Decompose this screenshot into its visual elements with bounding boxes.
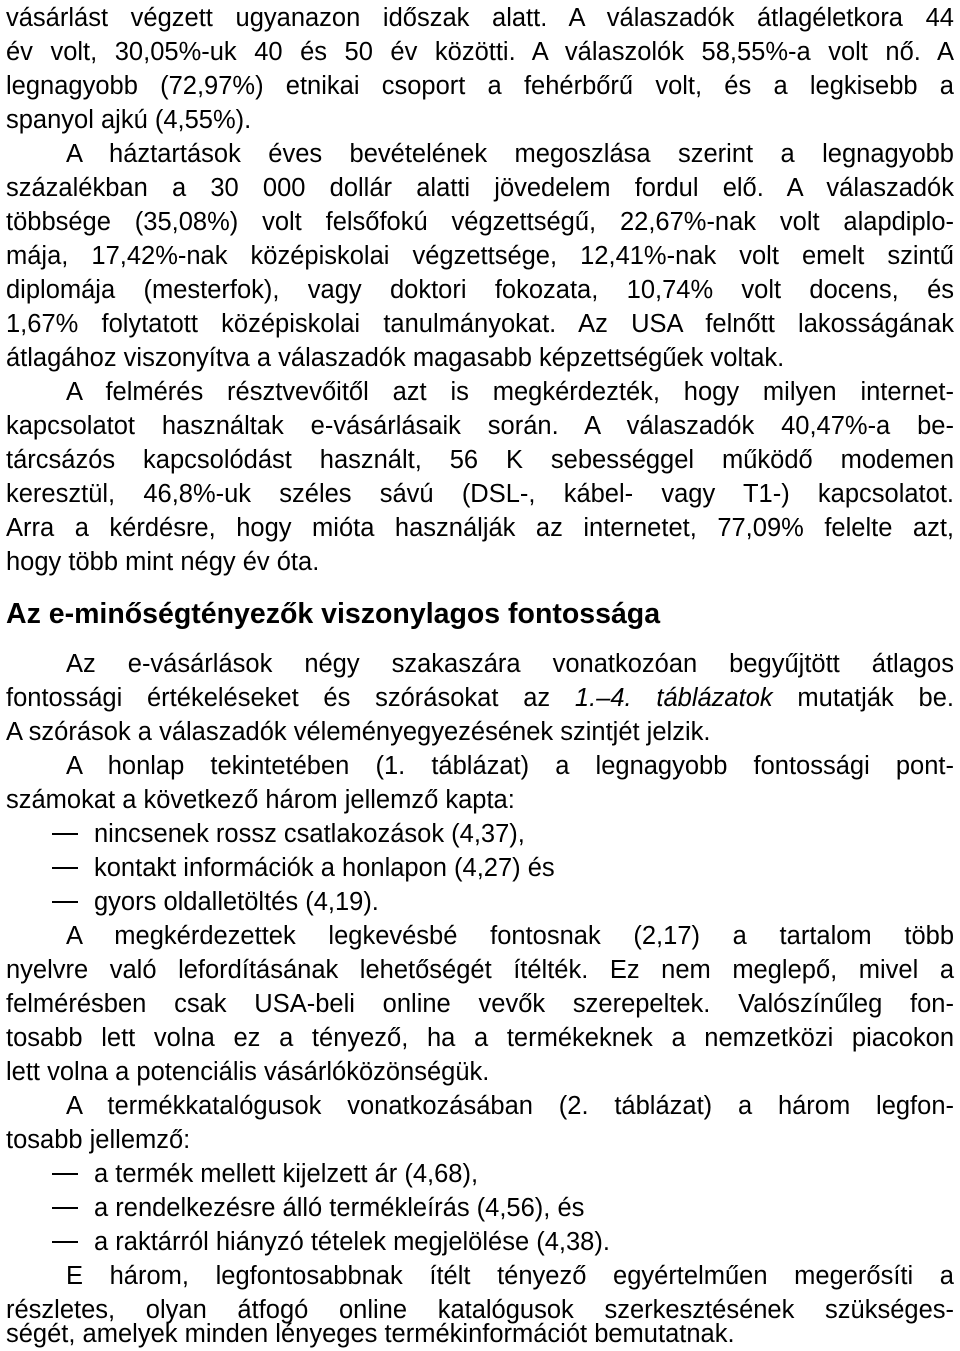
- text-line: átlagához viszonyítva a válaszadók magasabb képzettségűek voltak.: [6, 344, 785, 372]
- list-dash: [52, 1173, 78, 1175]
- text-line: kapcsolatot használtak e-vásárlásaik során. A válaszadók 40,47%-a be-: [6, 412, 954, 440]
- text-line: tárcsázós kapcsolódást használt, 56 K sebességgel működő modemen: [6, 446, 954, 474]
- text-line: 1,67% folytatott középiskolai tanulmányokat. Az USA felnőtt lakosságának: [6, 310, 954, 338]
- text-line: vásárlást végzett ugyanazon időszak alatt. A válaszadók átlagéletkora 44: [6, 4, 954, 32]
- text-span: 1.: [574, 684, 597, 712]
- list-item: gyors oldalletöltés (4,19).: [94, 888, 379, 916]
- text-line: tosabb jellemző:: [6, 1126, 191, 1154]
- text-line: A háztartások éves bevételének megoszlása szerint a legnagyobb: [66, 140, 954, 168]
- list-dash: [52, 833, 78, 835]
- list-dash: [52, 1241, 78, 1243]
- text-line: A felmérés résztvevőitől azt is megkérdezték, hogy milyen internet-: [66, 378, 954, 406]
- text-line: többsége (35,08%) volt felsőfokú végzettségű, 22,67%-nak volt alapdiplo-: [6, 208, 954, 236]
- text-line: év volt, 30,05%-uk 40 és 50 év közötti. A válaszolók 58,55%-a volt nő. A: [6, 38, 954, 66]
- text-line: mája, 17,42%-nak középiskolai végzettsége, 12,41%-nak volt emelt szintű: [6, 242, 954, 270]
- text-line: A termékkatalógusok vonatkozásában (2. táblázat) a három legfon-: [66, 1092, 954, 1120]
- text-line: Arra a kérdésre, hogy mióta használják az internetet, 77,09% felelte azt,: [6, 514, 954, 542]
- list-item: kontakt információk a honlapon (4,27) és: [94, 854, 555, 882]
- text-line: E három, legfontosabbnak ítélt tényező egyértelműen megerősíti a: [66, 1262, 954, 1290]
- text-line: százalékban a 30 000 dollár alatti jövedelem fordul elő. A válaszadók: [6, 174, 954, 202]
- text-span: –: [596, 684, 611, 712]
- list-dash: [52, 1207, 78, 1209]
- text-line: hogy több mint négy év óta.: [6, 548, 320, 576]
- text-line: lett volna a potenciális vásárlóközönségük.: [6, 1058, 490, 1086]
- text-span: fontossági értékeléseket és szórásokat az: [6, 684, 575, 712]
- text-span: 4. táblázatok: [610, 684, 773, 712]
- list-dash: [52, 901, 78, 903]
- list-item: a rendelkezésre álló termékleírás (4,56), és: [94, 1194, 585, 1222]
- text-line: számokat a következő három jellemző kapta:: [6, 786, 515, 814]
- text-span: mutatják be.: [772, 684, 954, 712]
- list-item: nincsenek rossz csatlakozások (4,37),: [94, 820, 525, 848]
- list-item: a raktárról hiányzó tételek megjelölése (4,38).: [94, 1228, 610, 1256]
- text-line: részletes, olyan átfogó online katalógusok szerkesztésének szükséges-: [6, 1296, 954, 1324]
- text-line: A szórások a válaszadók véleményegyezésének szintjét jelzik.: [6, 718, 711, 746]
- text-line: diplomája (mesterfok), vagy doktori fokozata, 10,74% volt docens, és: [6, 276, 954, 304]
- text-line: A megkérdezettek legkevésbé fontosnak (2,17) a tartalom több: [66, 922, 954, 950]
- text-line: A honlap tekintetében (1. táblázat) a legnagyobb fontossági pont-: [66, 752, 954, 780]
- text-line: ségét, amelyek minden lényeges termékinformációt bemutatnak.: [6, 1320, 735, 1348]
- list-dash: [52, 867, 78, 869]
- list-item: a termék mellett kijelzett ár (4,68),: [94, 1160, 479, 1188]
- text-line: [6, 681, 954, 715]
- table-reference: [575, 684, 773, 712]
- text-line: tosabb lett volna ez a tényező, ha a termékeknek a nemzetközi piacokon: [6, 1024, 954, 1052]
- text-line: keresztül, 46,8%-uk széles sávú (DSL-, kábel- vagy T1-) kapcsolatot.: [6, 480, 954, 508]
- text-line: Az e-vásárlások négy szakaszára vonatkozóan begyűjtött átlagos: [66, 650, 954, 678]
- text-line: nyelvre való lefordításának lehetőségét ítélték. Ez nem meglepő, mivel a: [6, 956, 954, 984]
- text-line: legnagyobb (72,97%) etnikai csoport a fehérbőrű volt, és a legkisebb a: [6, 72, 954, 100]
- section-heading: Az e-minőségtényezők viszonylagos fontossága: [6, 598, 661, 630]
- text-line: spanyol ajkú (4,55%).: [6, 106, 252, 134]
- text-line: felmérésben csak USA-beli online vevők szerepeltek. Valószínűleg fon-: [6, 990, 954, 1018]
